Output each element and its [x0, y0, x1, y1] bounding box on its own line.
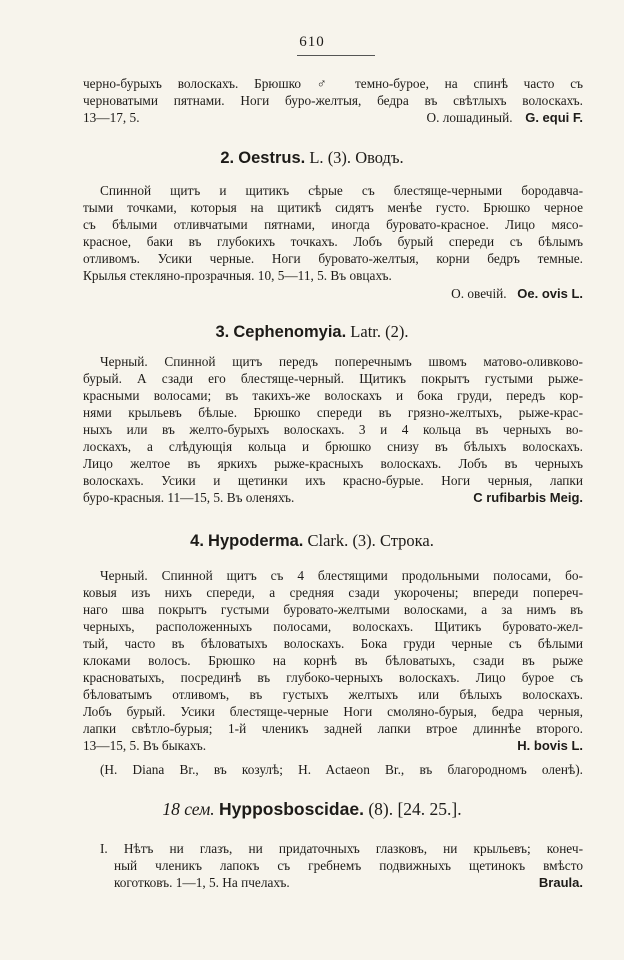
- measurement: 13—15, 5. Въ быкахъ.: [83, 738, 207, 753]
- text-line: лоскахъ, а слѣдующія кольца и брюшко снизу въ бѣлыхъ волоскахъ.: [83, 439, 583, 454]
- genus-author: Clark.: [307, 531, 349, 550]
- text-line: ковыя изъ нихъ спереди, а средняя сзади укорочены; впереди попереч-: [83, 585, 583, 600]
- family-name: Hypposboscidae.: [219, 799, 364, 819]
- text-line: черныхъ, расположенныхъ полосами, волоскахъ. Щитикъ буровато-жел-: [83, 619, 583, 634]
- text-line: [83, 490, 583, 506]
- genus-number: 2.: [220, 149, 235, 167]
- family-number: 18 сем.: [162, 799, 215, 819]
- text-line: Лобъ бурый. Усики блестяще-черные Ноги смоляно-бурыя, бедра черныя,: [83, 704, 583, 719]
- key-line: [83, 875, 583, 891]
- page-number: 610: [299, 34, 325, 50]
- genus-name: Oestrus.: [238, 149, 306, 167]
- text-line: Черный. Спинной щитъ съ 4 блестящими продольными полосами, бо-: [100, 568, 583, 583]
- species-name: C rufibarbis Meig.: [473, 490, 583, 505]
- text-line: съ бѣлыми отливчатыми пятнами, иногда буровато-красное. Лицо мясо-: [83, 217, 583, 232]
- family-refs: [24. 25.].: [397, 799, 462, 819]
- family-count: (8).: [368, 799, 394, 819]
- text-line: ныхъ или въ желто-бурыхъ волоскахъ. 3 и 4 кольца въ черныхъ во-: [83, 422, 583, 437]
- text-line: красноватыхъ, посрединѣ въ глубоко-черныхъ волоскахъ. Лицо бурое съ: [83, 670, 583, 685]
- genus-count: (2).: [385, 322, 409, 341]
- genus-name: Hypoderma.: [208, 532, 304, 550]
- text-line: [83, 738, 583, 754]
- text-line: красное, баки въ глубокихъ точкахъ. Лобъ бурый спереди съ бѣлымъ: [83, 234, 583, 249]
- text-line: [83, 286, 583, 302]
- species-name: G. equi F.: [525, 110, 583, 125]
- text-line: Спинной щитъ и щитикъ сѣрые съ блестяще-черными бородавча-: [100, 183, 583, 198]
- text-line: бурый. А сзади его блестяще-черный. Щитикъ покрытъ густыми рыже-: [83, 371, 583, 386]
- genus-russian: Строка.: [379, 531, 434, 550]
- family-heading: [0, 799, 624, 819]
- text-line: Черный. Спинной щитъ передъ поперечнымъ швомъ матово-оливково-: [100, 354, 583, 369]
- common-name: О. овечій.: [451, 286, 507, 301]
- text-line: [83, 110, 583, 126]
- text-line: черно-бурыхъ волоскахъ. Брюшко ♂ темно-бурое, на спинѣ часто съ: [83, 76, 583, 91]
- measurement: буро-красныя. 11—15, 5. Въ оленяхъ.: [83, 490, 295, 505]
- text-line: волоскахъ. Усики и щетинки ихъ красно-бурые. Ноги черныя, лапки: [83, 473, 583, 488]
- genus-russian: Оводъ.: [355, 148, 404, 167]
- common-name: О. лошадиный.: [426, 110, 513, 125]
- text-line: лапки свѣтло-бурыя; 1-й членикъ задней лапки втрое длиннѣе второго.: [83, 721, 583, 736]
- text-line: черноватыми пятнами. Ноги буро-желтыя, бедра въ свѣтлыхъ волоскахъ.: [83, 93, 583, 108]
- genus-count: (3).: [327, 148, 352, 167]
- text-line: нями крыльевъ бѣлые. Брюшко спереди въ грязно-желтыхъ, рыже-крас-: [83, 405, 583, 420]
- measurement: 13—17, 5.: [83, 110, 140, 125]
- genus-number: 4.: [190, 532, 204, 550]
- genus-number: 3.: [215, 323, 230, 341]
- species-name: H. bovis L.: [517, 738, 583, 753]
- text-line: бѣловатымъ отливомъ, въ густыхъ желтыхъ или бѣлыхъ волоскахъ.: [83, 687, 583, 702]
- genus-heading: [0, 148, 624, 168]
- text-line: тыми точками, которыя на щитикѣ сидятъ менѣе густо. Брюшко черное: [83, 200, 583, 215]
- text-line: клоками волосъ. Брюшко на корнѣ въ бѣловатыхъ, сзади въ рыже: [83, 653, 583, 668]
- header-rule: [297, 55, 375, 56]
- genus-author: Latr.: [350, 322, 381, 341]
- text-line: Крылья стекляно-прозрачныя. 10, 5—11, 5. Въ овцахъ.: [83, 268, 392, 283]
- text-line: наго шва покрытъ густыми буровато-желтыми волосками, а за нимъ въ: [83, 602, 583, 617]
- key-line: I. Нѣтъ ни глазъ, ни придаточныхъ глазковъ, ни крыльевъ; конеч-: [100, 841, 583, 856]
- genus-count: (3).: [352, 531, 376, 550]
- genus-author: L.: [309, 148, 324, 167]
- species-name: Oe. ovis L.: [517, 286, 583, 301]
- measurement: коготковъ. 1—1, 5. На пчелахъ.: [114, 875, 290, 890]
- text-line: тый, часто въ бѣловатыхъ волоскахъ. Бока груди черные съ бѣлыми: [83, 636, 583, 651]
- text-line: красными волосами; въ такихъ-же волоскахъ и бока груди, передъ кор-: [83, 388, 583, 403]
- genus-heading: [0, 322, 624, 342]
- key-line: ный членикъ лапокъ съ гребнемъ подвижныхъ щетинокъ вмѣсто: [114, 858, 583, 873]
- genus-name: Braula.: [538, 875, 583, 890]
- genus-name: Cephenomyia.: [233, 323, 347, 341]
- species-note: (H. Diana Br., въ козулѣ; H. Actaeon Br., въ благородномъ оленѣ).: [100, 762, 583, 777]
- text-line: Лицо желтое въ яркихъ рыже-красныхъ волоскахъ. Лобъ въ черныхъ: [83, 456, 583, 471]
- genus-heading: [0, 531, 624, 551]
- text-line: отливомъ. Усики черные. Ноги буровато-желтыя, корни бедръ темные.: [83, 251, 583, 266]
